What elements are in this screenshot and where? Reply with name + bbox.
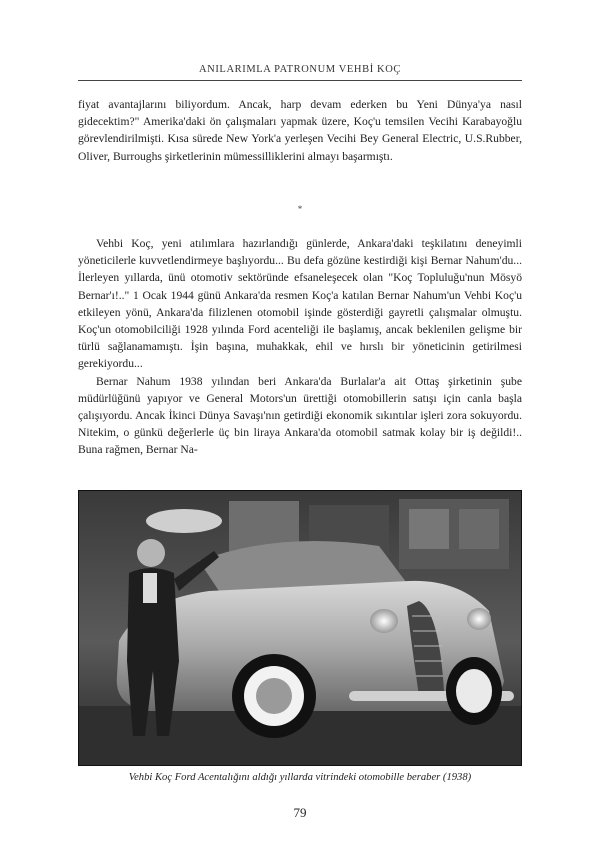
paragraph-2: Vehbi Koç, yeni atılımlara hazırlandığı günlerde, Ankara'daki teşkilatını deneyimli yöneticilerle kuvvetlendirmeye başlıyordu... Bu defa gözüne kestirdiği kişi Bernar Nahum'du... İlerleyen yıllarda, ünü otomotiv sektöründe efsaneleşecek olan "Koç Topluluğu'nun Mösyö Bernar'ı!.." 1 Ocak 1944 günü Ankara'da resmen Koç'a katılan Bernar Nahum'un Vehbi Koç'u etkileyen yönü, Ankara'da filizlenen otomobil işinde gösterdiği gayretli çalışmalar olmuştu. Koç'un otomobilciliği 1928 yılında Ford acenteliği ile başlamış, ancak beklenilen gelişme bir türlü sağlanamamıştı. İşin başına, muhakkak, ehil ve hırslı bir yöneticinin getirilmesi gerekiyordu... [78,237,522,371]
body-text [78,235,522,459]
historical-photo [78,490,522,766]
section-separator: * [297,204,303,214]
showroom-car-photo-icon [79,491,521,765]
paragraph-continuation [78,96,522,165]
photo-caption: Vehbi Koç Ford Acentalığını aldığı yıllarda vitrindeki otomobille beraber (1938) [128,772,472,783]
header-rule [78,80,522,81]
paragraph-3: Bernar Nahum 1938 yılından beri Ankara'da Burlalar'a ait Ottaş şirketinin şube müdürlüğünü yapıyor ve General Motors'un ürettiği otomobillerin satışı için canla başla çalışıyordu. Ancak İkinci Dünya Savaşı'nın getirdiği ekonomik sıkıntılar işleri zora sokuyordu. Nitekim, o günkü değerlerle üç bin liraya Ankara'da otomobil satmak kolay bir iş değildi!.. Buna rağmen, Bernar Na- [78,374,522,457]
paragraph-1: fiyat avantajlarını biliyordum. Ancak, harp devam ederken bu Yeni Dünya'ya nasıl gidecektim?" Amerika'daki ön çalışmaları yapmak üzere, Koç'u temsilen Vecihi Karabayoğlu görevlendirilmişti. Kısa sürede New York'a yerleşen Vecihi Bey General Electric, U.S.Rubber, Oliver, Burroughs şirketlerinin mümessilliklerini almayı başarmıştı. [78,98,522,163]
page-number: 79 [293,805,307,820]
running-head: ANILARIMLA PATRONUM VEHBİ KOÇ [198,64,402,75]
